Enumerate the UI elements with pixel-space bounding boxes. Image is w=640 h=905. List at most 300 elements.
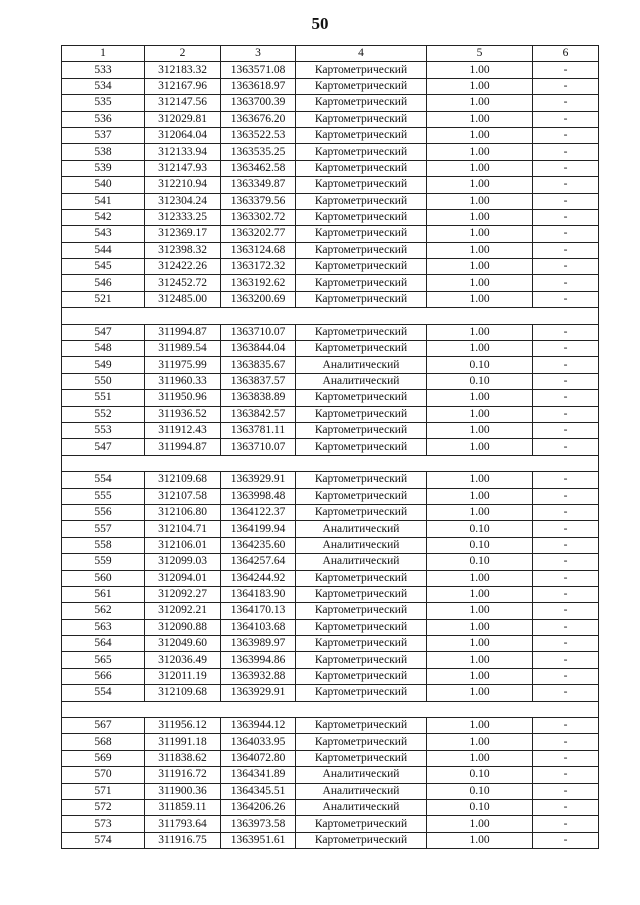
point-number-cell: 544 [62, 242, 145, 258]
table-row [62, 537, 599, 553]
x-coordinate-cell: 312333.25 [145, 209, 221, 225]
method-cell: Картометрический [296, 685, 427, 701]
description-cell: - [533, 488, 599, 504]
point-number-cell: 537 [62, 127, 145, 143]
method-cell: Картометрический [296, 570, 427, 586]
x-coordinate-cell: 312092.27 [145, 586, 221, 602]
description-cell: - [533, 586, 599, 602]
method-cell: Аналитический [296, 521, 427, 537]
method-cell: Картометрический [296, 750, 427, 766]
point-number-cell: 550 [62, 373, 145, 389]
table-row [62, 685, 599, 701]
accuracy-cell: 0.10 [427, 554, 533, 570]
point-number-cell: 539 [62, 160, 145, 176]
method-cell: Картометрический [296, 111, 427, 127]
table-row [62, 95, 599, 111]
x-coordinate-cell: 312099.03 [145, 554, 221, 570]
accuracy-cell: 1.00 [427, 291, 533, 307]
method-cell: Картометрический [296, 95, 427, 111]
y-coordinate-cell: 1363781.11 [221, 422, 296, 438]
method-cell: Аналитический [296, 373, 427, 389]
table-row [62, 341, 599, 357]
separator-cell [62, 455, 599, 471]
point-number-cell: 570 [62, 767, 145, 783]
y-coordinate-cell: 1364199.94 [221, 521, 296, 537]
accuracy-cell: 1.00 [427, 111, 533, 127]
point-number-cell: 535 [62, 95, 145, 111]
accuracy-cell: 1.00 [427, 177, 533, 193]
point-number-cell: 551 [62, 390, 145, 406]
table-row [62, 357, 599, 373]
accuracy-cell: 1.00 [427, 78, 533, 94]
point-number-cell: 558 [62, 537, 145, 553]
description-cell: - [533, 259, 599, 275]
point-number-cell: 560 [62, 570, 145, 586]
method-cell: Картометрический [296, 619, 427, 635]
accuracy-cell: 1.00 [427, 636, 533, 652]
table-row [62, 373, 599, 389]
table-row [62, 816, 599, 832]
y-coordinate-cell: 1363200.69 [221, 291, 296, 307]
column-header-2: 2 [145, 46, 221, 62]
y-coordinate-cell: 1363192.62 [221, 275, 296, 291]
point-number-cell: 554 [62, 685, 145, 701]
accuracy-cell: 0.10 [427, 783, 533, 799]
method-cell: Аналитический [296, 537, 427, 553]
accuracy-cell: 1.00 [427, 504, 533, 520]
description-cell: - [533, 373, 599, 389]
point-number-cell: 538 [62, 144, 145, 160]
y-coordinate-cell: 1363124.68 [221, 242, 296, 258]
x-coordinate-cell: 312064.04 [145, 127, 221, 143]
point-number-cell: 521 [62, 291, 145, 307]
table-row [62, 603, 599, 619]
x-coordinate-cell: 311793.64 [145, 816, 221, 832]
accuracy-cell: 1.00 [427, 390, 533, 406]
description-cell: - [533, 636, 599, 652]
point-number-cell: 568 [62, 734, 145, 750]
y-coordinate-cell: 1363710.07 [221, 439, 296, 455]
method-cell: Картометрический [296, 341, 427, 357]
y-coordinate-cell: 1364072.80 [221, 750, 296, 766]
table-header [62, 46, 599, 62]
accuracy-cell: 1.00 [427, 685, 533, 701]
point-number-cell: 562 [62, 603, 145, 619]
y-coordinate-cell: 1364103.68 [221, 619, 296, 635]
table-row [62, 488, 599, 504]
x-coordinate-cell: 312422.26 [145, 259, 221, 275]
description-cell: - [533, 160, 599, 176]
y-coordinate-cell: 1363929.91 [221, 472, 296, 488]
separator-cell [62, 308, 599, 324]
description-cell: - [533, 78, 599, 94]
y-coordinate-cell: 1363835.67 [221, 357, 296, 373]
accuracy-cell: 1.00 [427, 95, 533, 111]
table-row [62, 291, 599, 307]
column-header-1: 1 [62, 46, 145, 62]
method-cell: Картометрический [296, 160, 427, 176]
accuracy-cell: 1.00 [427, 488, 533, 504]
table-row [62, 472, 599, 488]
accuracy-cell: 1.00 [427, 209, 533, 225]
accuracy-cell: 1.00 [427, 439, 533, 455]
method-cell: Картометрический [296, 504, 427, 520]
x-coordinate-cell: 311912.43 [145, 422, 221, 438]
description-cell: - [533, 537, 599, 553]
coordinates-table [61, 45, 599, 849]
method-cell: Картометрический [296, 652, 427, 668]
y-coordinate-cell: 1363379.56 [221, 193, 296, 209]
description-cell: - [533, 275, 599, 291]
description-cell: - [533, 406, 599, 422]
accuracy-cell: 1.00 [427, 324, 533, 340]
description-cell: - [533, 144, 599, 160]
table-row [62, 832, 599, 848]
accuracy-cell: 0.10 [427, 537, 533, 553]
table-row [62, 422, 599, 438]
point-number-cell: 534 [62, 78, 145, 94]
point-number-cell: 543 [62, 226, 145, 242]
accuracy-cell: 1.00 [427, 816, 533, 832]
method-cell: Аналитический [296, 767, 427, 783]
y-coordinate-cell: 1363676.20 [221, 111, 296, 127]
method-cell: Картометрический [296, 144, 427, 160]
point-number-cell: 573 [62, 816, 145, 832]
x-coordinate-cell: 312106.80 [145, 504, 221, 520]
x-coordinate-cell: 311975.99 [145, 357, 221, 373]
method-cell: Картометрический [296, 472, 427, 488]
x-coordinate-cell: 311960.33 [145, 373, 221, 389]
header-row [62, 46, 599, 62]
table-row [62, 521, 599, 537]
x-coordinate-cell: 311994.87 [145, 324, 221, 340]
x-coordinate-cell: 312090.88 [145, 619, 221, 635]
accuracy-cell: 1.00 [427, 586, 533, 602]
description-cell: - [533, 439, 599, 455]
y-coordinate-cell: 1363989.97 [221, 636, 296, 652]
accuracy-cell: 1.00 [427, 226, 533, 242]
method-cell: Картометрический [296, 259, 427, 275]
accuracy-cell: 1.00 [427, 570, 533, 586]
description-cell: - [533, 177, 599, 193]
method-cell: Картометрический [296, 226, 427, 242]
table-row [62, 619, 599, 635]
table-row [62, 226, 599, 242]
accuracy-cell: 1.00 [427, 242, 533, 258]
accuracy-cell: 1.00 [427, 734, 533, 750]
point-number-cell: 555 [62, 488, 145, 504]
point-number-cell: 545 [62, 259, 145, 275]
x-coordinate-cell: 312029.81 [145, 111, 221, 127]
y-coordinate-cell: 1364257.64 [221, 554, 296, 570]
x-coordinate-cell: 312106.01 [145, 537, 221, 553]
accuracy-cell: 1.00 [427, 193, 533, 209]
y-coordinate-cell: 1363951.61 [221, 832, 296, 848]
table-row [62, 160, 599, 176]
table-row [62, 799, 599, 815]
method-cell: Картометрический [296, 422, 427, 438]
y-coordinate-cell: 1363944.12 [221, 718, 296, 734]
point-number-cell: 542 [62, 209, 145, 225]
description-cell: - [533, 472, 599, 488]
point-number-cell: 554 [62, 472, 145, 488]
point-number-cell: 541 [62, 193, 145, 209]
point-number-cell: 547 [62, 324, 145, 340]
method-cell: Картометрический [296, 177, 427, 193]
separator-cell [62, 701, 599, 717]
accuracy-cell: 0.10 [427, 521, 533, 537]
y-coordinate-cell: 1363929.91 [221, 685, 296, 701]
method-cell: Картометрический [296, 291, 427, 307]
x-coordinate-cell: 312109.68 [145, 685, 221, 701]
x-coordinate-cell: 311991.18 [145, 734, 221, 750]
point-number-cell: 553 [62, 422, 145, 438]
y-coordinate-cell: 1364345.51 [221, 783, 296, 799]
method-cell: Картометрический [296, 390, 427, 406]
accuracy-cell: 1.00 [427, 832, 533, 848]
table-row [62, 668, 599, 684]
method-cell: Картометрический [296, 636, 427, 652]
description-cell: - [533, 734, 599, 750]
table-row [62, 636, 599, 652]
table-row [62, 177, 599, 193]
method-cell: Картометрический [296, 78, 427, 94]
y-coordinate-cell: 1363844.04 [221, 341, 296, 357]
description-cell: - [533, 767, 599, 783]
table-row [62, 554, 599, 570]
y-coordinate-cell: 1363998.48 [221, 488, 296, 504]
accuracy-cell: 1.00 [427, 619, 533, 635]
x-coordinate-cell: 312049.60 [145, 636, 221, 652]
x-coordinate-cell: 312133.94 [145, 144, 221, 160]
y-coordinate-cell: 1363932.88 [221, 668, 296, 684]
description-cell: - [533, 341, 599, 357]
y-coordinate-cell: 1363700.39 [221, 95, 296, 111]
y-coordinate-cell: 1363202.77 [221, 226, 296, 242]
x-coordinate-cell: 312183.32 [145, 62, 221, 78]
table-row [62, 62, 599, 78]
method-cell: Аналитический [296, 799, 427, 815]
table-row [62, 504, 599, 520]
x-coordinate-cell: 312167.96 [145, 78, 221, 94]
accuracy-cell: 1.00 [427, 275, 533, 291]
point-number-cell: 574 [62, 832, 145, 848]
table-row [62, 275, 599, 291]
x-coordinate-cell: 312094.01 [145, 570, 221, 586]
x-coordinate-cell: 311859.11 [145, 799, 221, 815]
description-cell: - [533, 570, 599, 586]
table-row [62, 111, 599, 127]
x-coordinate-cell: 312036.49 [145, 652, 221, 668]
y-coordinate-cell: 1363571.08 [221, 62, 296, 78]
description-cell: - [533, 422, 599, 438]
point-number-cell: 546 [62, 275, 145, 291]
accuracy-cell: 1.00 [427, 406, 533, 422]
x-coordinate-cell: 312369.17 [145, 226, 221, 242]
point-number-cell: 572 [62, 799, 145, 815]
method-cell: Картометрический [296, 439, 427, 455]
description-cell: - [533, 324, 599, 340]
point-number-cell: 533 [62, 62, 145, 78]
method-cell: Картометрический [296, 816, 427, 832]
method-cell: Картометрический [296, 193, 427, 209]
method-cell: Картометрический [296, 275, 427, 291]
accuracy-cell: 1.00 [427, 160, 533, 176]
y-coordinate-cell: 1363710.07 [221, 324, 296, 340]
accuracy-cell: 1.00 [427, 718, 533, 734]
x-coordinate-cell: 312147.93 [145, 160, 221, 176]
column-header-5: 5 [427, 46, 533, 62]
description-cell: - [533, 95, 599, 111]
table-row [62, 750, 599, 766]
method-cell: Картометрический [296, 734, 427, 750]
y-coordinate-cell: 1363838.89 [221, 390, 296, 406]
point-number-cell: 559 [62, 554, 145, 570]
table-row [62, 242, 599, 258]
method-cell: Аналитический [296, 357, 427, 373]
x-coordinate-cell: 311950.96 [145, 390, 221, 406]
x-coordinate-cell: 312011.19 [145, 668, 221, 684]
description-cell: - [533, 504, 599, 520]
table-row [62, 193, 599, 209]
description-cell: - [533, 832, 599, 848]
x-coordinate-cell: 312398.32 [145, 242, 221, 258]
y-coordinate-cell: 1363535.25 [221, 144, 296, 160]
description-cell: - [533, 226, 599, 242]
point-number-cell: 556 [62, 504, 145, 520]
y-coordinate-cell: 1363172.32 [221, 259, 296, 275]
y-coordinate-cell: 1363618.97 [221, 78, 296, 94]
x-coordinate-cell: 311956.12 [145, 718, 221, 734]
method-cell: Картометрический [296, 324, 427, 340]
y-coordinate-cell: 1364122.37 [221, 504, 296, 520]
description-cell: - [533, 242, 599, 258]
description-cell: - [533, 111, 599, 127]
column-header-4: 4 [296, 46, 427, 62]
accuracy-cell: 1.00 [427, 144, 533, 160]
point-number-cell: 547 [62, 439, 145, 455]
y-coordinate-cell: 1363349.87 [221, 177, 296, 193]
y-coordinate-cell: 1364183.90 [221, 586, 296, 602]
y-coordinate-cell: 1363302.72 [221, 209, 296, 225]
point-number-cell: 571 [62, 783, 145, 799]
accuracy-cell: 1.00 [427, 422, 533, 438]
method-cell: Картометрический [296, 127, 427, 143]
accuracy-cell: 1.00 [427, 652, 533, 668]
accuracy-cell: 0.10 [427, 357, 533, 373]
point-number-cell: 540 [62, 177, 145, 193]
y-coordinate-cell: 1364341.89 [221, 767, 296, 783]
table-row [62, 439, 599, 455]
description-cell: - [533, 619, 599, 635]
accuracy-cell: 0.10 [427, 767, 533, 783]
y-coordinate-cell: 1364033.95 [221, 734, 296, 750]
table-body [62, 62, 599, 849]
description-cell: - [533, 783, 599, 799]
x-coordinate-cell: 311916.72 [145, 767, 221, 783]
method-cell: Картометрический [296, 62, 427, 78]
table-row [62, 390, 599, 406]
y-coordinate-cell: 1363522.53 [221, 127, 296, 143]
table-row [62, 767, 599, 783]
method-cell: Аналитический [296, 554, 427, 570]
table-row [62, 652, 599, 668]
x-coordinate-cell: 311900.36 [145, 783, 221, 799]
description-cell: - [533, 603, 599, 619]
group-separator-row [62, 701, 599, 717]
x-coordinate-cell: 312452.72 [145, 275, 221, 291]
y-coordinate-cell: 1364170.13 [221, 603, 296, 619]
method-cell: Картометрический [296, 242, 427, 258]
table-row [62, 570, 599, 586]
column-header-6: 6 [533, 46, 599, 62]
x-coordinate-cell: 312210.94 [145, 177, 221, 193]
description-cell: - [533, 652, 599, 668]
description-cell: - [533, 816, 599, 832]
y-coordinate-cell: 1364235.60 [221, 537, 296, 553]
method-cell: Картометрический [296, 406, 427, 422]
method-cell: Картометрический [296, 603, 427, 619]
accuracy-cell: 1.00 [427, 750, 533, 766]
accuracy-cell: 0.10 [427, 373, 533, 389]
table-row [62, 783, 599, 799]
accuracy-cell: 1.00 [427, 62, 533, 78]
description-cell: - [533, 554, 599, 570]
accuracy-cell: 0.10 [427, 799, 533, 815]
description-cell: - [533, 193, 599, 209]
point-number-cell: 557 [62, 521, 145, 537]
x-coordinate-cell: 311989.54 [145, 341, 221, 357]
x-coordinate-cell: 311994.87 [145, 439, 221, 455]
accuracy-cell: 1.00 [427, 472, 533, 488]
table-row [62, 144, 599, 160]
description-cell: - [533, 291, 599, 307]
x-coordinate-cell: 311916.75 [145, 832, 221, 848]
point-number-cell: 564 [62, 636, 145, 652]
accuracy-cell: 1.00 [427, 668, 533, 684]
x-coordinate-cell: 312104.71 [145, 521, 221, 537]
table-row [62, 718, 599, 734]
point-number-cell: 561 [62, 586, 145, 602]
table-row [62, 78, 599, 94]
description-cell: - [533, 668, 599, 684]
method-cell: Картометрический [296, 488, 427, 504]
y-coordinate-cell: 1363973.58 [221, 816, 296, 832]
x-coordinate-cell: 312304.24 [145, 193, 221, 209]
description-cell: - [533, 209, 599, 225]
y-coordinate-cell: 1364206.26 [221, 799, 296, 815]
point-number-cell: 565 [62, 652, 145, 668]
column-header-3: 3 [221, 46, 296, 62]
y-coordinate-cell: 1363462.58 [221, 160, 296, 176]
description-cell: - [533, 750, 599, 766]
method-cell: Картометрический [296, 668, 427, 684]
point-number-cell: 563 [62, 619, 145, 635]
description-cell: - [533, 390, 599, 406]
x-coordinate-cell: 312109.68 [145, 472, 221, 488]
point-number-cell: 549 [62, 357, 145, 373]
table-row [62, 324, 599, 340]
y-coordinate-cell: 1363837.57 [221, 373, 296, 389]
accuracy-cell: 1.00 [427, 127, 533, 143]
y-coordinate-cell: 1364244.92 [221, 570, 296, 586]
description-cell: - [533, 685, 599, 701]
description-cell: - [533, 799, 599, 815]
method-cell: Картометрический [296, 586, 427, 602]
point-number-cell: 536 [62, 111, 145, 127]
method-cell: Картометрический [296, 832, 427, 848]
x-coordinate-cell: 311838.62 [145, 750, 221, 766]
